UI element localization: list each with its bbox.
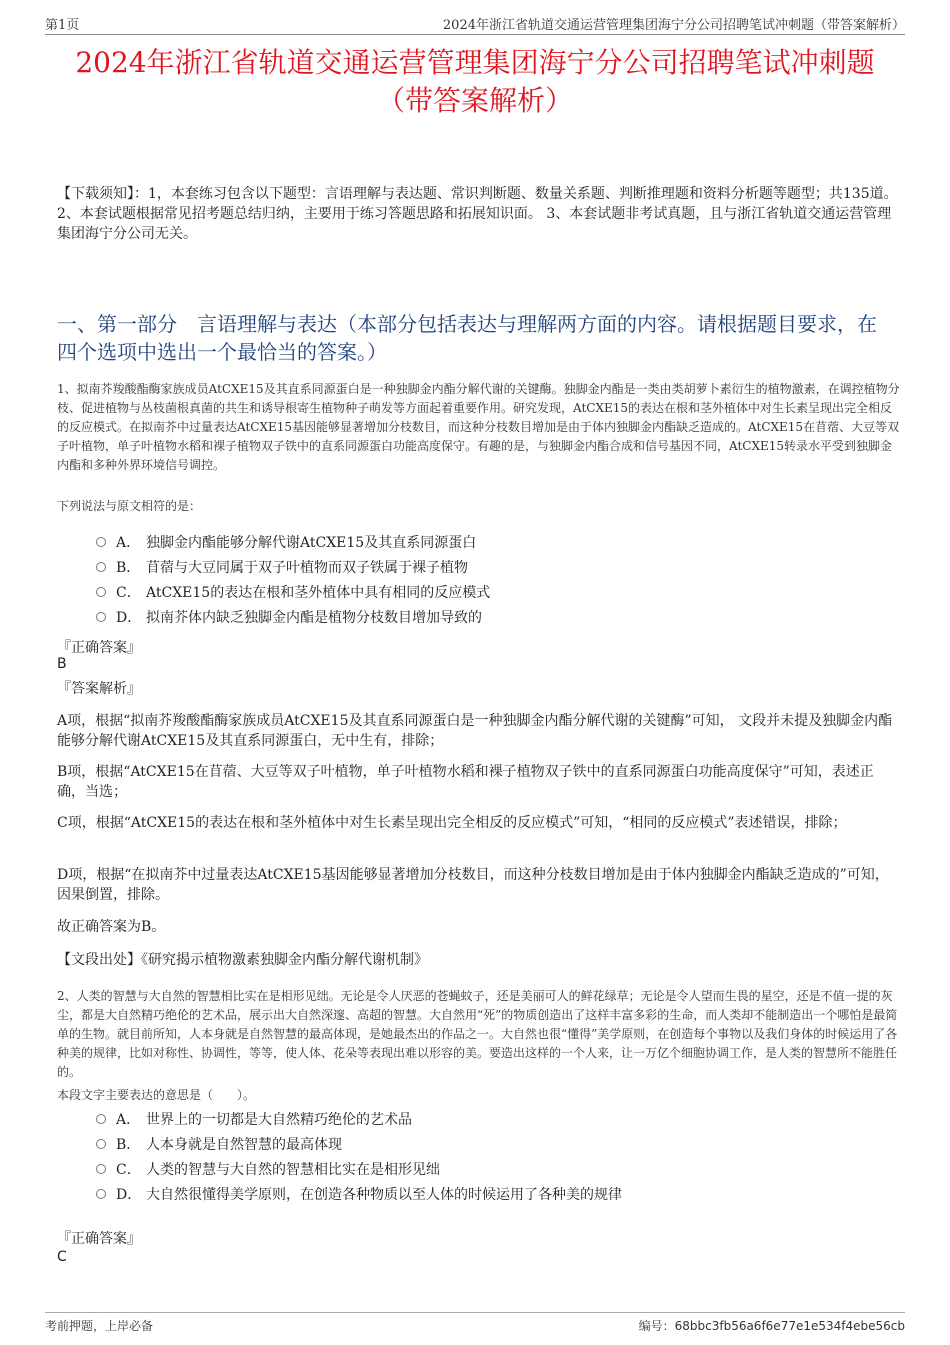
radio-icon[interactable]	[96, 1164, 106, 1174]
question-1-options	[96, 529, 900, 629]
radio-icon[interactable]	[96, 1114, 106, 1124]
question-1-answer: B	[57, 656, 67, 672]
explanation-c: C项，根据“AtCXE15的表达在根和茎外植体中对生长素呈现出完全相反的反应模式”可知，“相同的反应模式”表述错误，排除；	[57, 815, 847, 831]
radio-icon[interactable]	[96, 562, 106, 572]
question-1-answer-label: 『正确答案』	[57, 640, 141, 656]
explanation-conclusion: 故正确答案为B。	[57, 919, 166, 935]
question-2-option-d[interactable]: D． 大自然很懂得美学原则，在创造各种物质以至人体的时候运用了各种美的规律	[96, 1181, 900, 1206]
question-2-stem: 2、人类的智慧与大自然的智慧相比实在是相形见绌。无论是令人厌恶的苍蝇蚊子，还是美丽可人的鲜花绿草；无论是令人望而生畏的星空，还是不值一提的灰尘，都是大自然精巧绝伦的艺术品，展示出大自然深邃、高超的智慧。大自然用“死”的物质创造出了这样丰富多彩的生命，而人类却不能制造出一个哪怕是最简单的生物。就目前所知，人本身就是自然智慧的最高体现，是她最杰出的作品之一。大自然也很“懂得”美学原则，在创造每个事物以及我们身体的时候运用了各种美的规律，比如对称性、协调性，等等，使人体、花朵等表现出难以形容的美。要造出这样的一个人来，让一万亿个细胞协调工作，是人类的智慧所不能胜任的。	[57, 989, 898, 1079]
section-heading: 一、第一部分 言语理解与表达（本部分包括表达与理解两方面的内容。请根据题目要求，在四个选项中选出一个最恰当的答案。）	[57, 312, 877, 364]
question-1-option-c[interactable]: C． AtCXE15的表达在根和茎外植体中具有相同的反应模式	[96, 579, 900, 604]
question-1-option-b[interactable]: B． 苜蓿与大豆同属于双子叶植物而双子铁属于裸子植物	[96, 554, 900, 579]
question-2-answer: C	[57, 1249, 67, 1265]
question-2-answer-label: 『正确答案』	[57, 1231, 141, 1247]
document-title: 2024年浙江省轨道交通运营管理集团海宁分公司招聘笔试冲刺题（带答案解析）	[75, 46, 875, 117]
footer-slogan: 考前押题，上岸必备	[45, 1319, 154, 1333]
question-1-stem: 1、拟南芥羧酸酯酶家族成员AtCXE15及其直系同源蛋白是一种独脚金内酯分解代谢的关键酶。独脚金内酯是一类由类胡萝卜素衍生的植物激素，在调控植物分枝、促进植物与丛枝菌根真菌的共生和诱导根寄生植物种子萌发等方面起着重要作用。研究发现，AtCXE15的表达在根和茎外植体中对生长素呈现出完全相反的反应模式。在拟南芥中过量表达AtCXE15基因能够显著增加分枝数目，而这种分枝数目增加是由于体内独脚金内酯缺乏造成的。AtCXE15在苜蓿、大豆等双子叶植物，单子叶植物水稻和裸子植物双子铁中的直系同源蛋白功能高度保守。有趣的是，与独脚金内酯合成和信号基因不同，AtCXE15转录水平受到独脚金内酯和多种外界环境信号调控。	[57, 382, 900, 472]
question-1-source: 【文段出处】《研究揭示植物激素独脚金内酯分解代谢机制》	[57, 952, 428, 968]
question-2-options	[96, 1106, 900, 1206]
question-2-option-a[interactable]: A． 世界上的一切都是大自然精巧绝伦的艺术品	[96, 1106, 900, 1131]
radio-icon[interactable]	[96, 612, 106, 622]
question-1-option-d[interactable]: D． 拟南芥体内缺乏独脚金内酯是植物分枝数目增加导致的	[96, 604, 900, 629]
footer-code: 编号：68bbc3fb56a6f6e77e1e534f4ebe56cb	[638, 1319, 905, 1333]
explanation-a: A项，根据“拟南芥羧酸酯酶家族成员AtCXE15及其直系同源蛋白是一种独脚金内酯分解代谢的关键酶”可知， 文段并未提及独脚金内酯能够分解代谢AtCXE15及其直系同源蛋白，无中生有，排除；	[57, 713, 893, 749]
question-1-analysis-label: 『答案解析』	[57, 681, 141, 697]
page-header	[45, 12, 905, 35]
question-1-prompt: 下列说法与原文相符的是：	[57, 499, 202, 513]
question-2-option-c[interactable]: C． 人类的智慧与大自然的智慧相比实在是相形见绌	[96, 1156, 900, 1181]
radio-icon[interactable]	[96, 1189, 106, 1199]
page-number: 第1页	[45, 17, 80, 33]
download-notice: 【下载须知】：1，本套练习包含以下题型：言语理解与表达题、常识判断题、数量关系题、判断推理题和资料分析题等题型；共135道。 2、本套试题根据常见招考题总结归纳，主要用于练习答题思路和拓展知识面。 3、本套试题非考试真题，且与浙江省轨道交通运营管理集团海宁分公司无关。	[57, 186, 898, 242]
radio-icon[interactable]	[96, 1139, 106, 1149]
radio-icon[interactable]	[96, 537, 106, 547]
question-2-option-b[interactable]: B． 人本身就是自然智慧的最高体现	[96, 1131, 900, 1156]
explanation-b: B项，根据“AtCXE15在苜蓿、大豆等双子叶植物，单子叶植物水稻和裸子植物双子铁中的直系同源蛋白功能高度保守”可知，表述正确，当选；	[57, 764, 874, 800]
header-doc-title: 2024年浙江省轨道交通运营管理集团海宁分公司招聘笔试冲刺题（带答案解析）	[442, 17, 905, 33]
question-1-option-a[interactable]: A． 独脚金内酯能够分解代谢AtCXE15及其直系同源蛋白	[96, 529, 900, 554]
page-footer	[45, 1312, 905, 1334]
question-2-prompt: 本段文字主要表达的意思是（ ）。	[57, 1088, 256, 1102]
explanation-d: D项，根据“在拟南芥中过量表达AtCXE15基因能够显著增加分枝数目，而这种分枝数目增加是由于体内独脚金内酯缺乏造成的”可知，因果倒置，排除。	[57, 867, 889, 903]
radio-icon[interactable]	[96, 587, 106, 597]
